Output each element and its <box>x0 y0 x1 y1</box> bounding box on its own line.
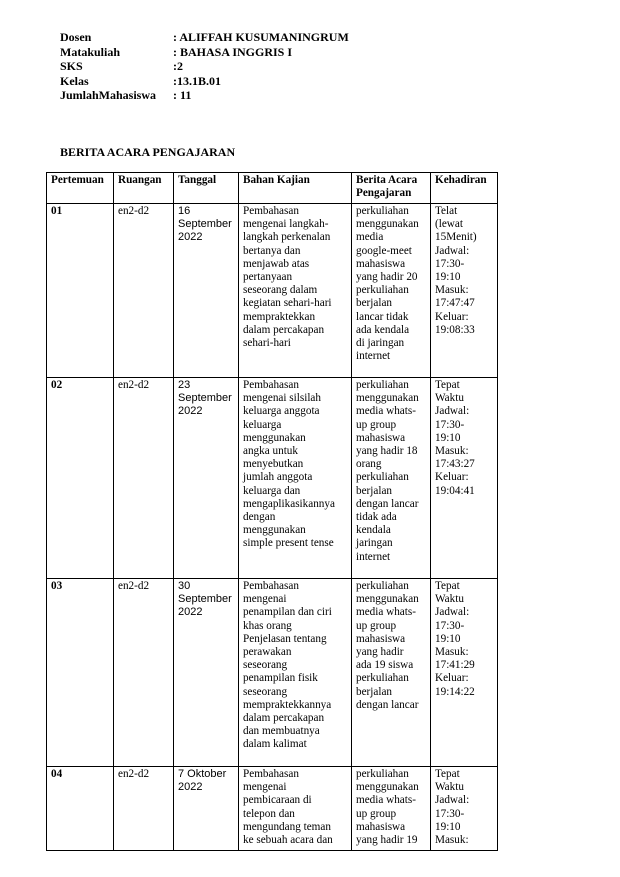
column-header-bahan-kajian: Bahan Kajian <box>239 173 352 204</box>
cell-kehadiran: Telat (lewat 15Menit) Jadwal: 17:30- 19:10 Masuk: 17:47:47 Keluar: 19:08:33 <box>431 204 498 378</box>
table-row <box>47 378 498 579</box>
cell-bahan-kajian: Pembahasan mengenai langkah- langkah perkenalan bertanya dan menjawab atas pertanyaan seseorang dalam kegiatan sehari-hari mempraktekkan dalam percakapan sehari-hari <box>239 204 352 378</box>
info-value: : ALIFFAH KUSUMANINGRUM <box>173 30 349 44</box>
column-header-tanggal: Tanggal <box>174 173 239 204</box>
cell-berita-acara: perkuliahan menggunakan media whats- up group mahasiswa yang hadir ada 19 siswa perkuliahan berjalan dengan lancar <box>352 579 431 767</box>
cell-pertemuan: 04 <box>47 767 114 851</box>
info-row-dosen <box>60 30 349 45</box>
column-header-kehadiran: Kehadiran <box>431 173 498 204</box>
info-row-sks <box>60 59 349 74</box>
cell-tanggal: 7 Oktober 2022 <box>174 767 239 851</box>
cell-tanggal: 30 September 2022 <box>174 579 239 767</box>
info-value: :13.1B.01 <box>173 73 221 88</box>
info-value: : BAHASA INGGRIS I <box>173 44 293 59</box>
teaching-report-table <box>46 172 498 851</box>
info-row-jumlah-mahasiswa <box>60 88 349 103</box>
cell-pertemuan: 01 <box>47 204 114 378</box>
course-info-header <box>60 30 349 103</box>
table-row <box>47 579 498 767</box>
cell-bahan-kajian: Pembahasan mengenai silsilah keluarga anggota keluarga menggunakan angka untuk menyebutkan jumlah anggota keluarga dan mengaplikasikannya dengan menggunakan simple present tense <box>239 378 352 579</box>
info-value: :2 <box>173 59 183 73</box>
cell-bahan-kajian: Pembahasan mengenai penampilan dan ciri khas orang Penjelasan tentang perawakan seseorang penampilan fisik seseorang mempraktekkannya dalam percakapan dan membuatnya dalam kalimat <box>239 579 352 767</box>
info-label: Matakuliah <box>60 44 121 59</box>
cell-ruangan: en2-d2 <box>114 378 174 579</box>
cell-ruangan: en2-d2 <box>114 579 174 767</box>
cell-kehadiran: Tepat Waktu Jadwal: 17:30- 19:10 Masuk: <box>431 767 498 851</box>
cell-pertemuan: 03 <box>47 579 114 767</box>
cell-tanggal: 23 September 2022 <box>174 378 239 579</box>
cell-bahan-kajian: Pembahasan mengenai pembicaraan di telepon dan mengundang teman ke sebuah acara dan <box>239 767 352 851</box>
info-row-kelas <box>60 74 349 89</box>
info-label: SKS <box>60 59 83 73</box>
column-header-pertemuan: Pertemuan <box>47 173 114 204</box>
info-value: : 11 <box>173 88 192 102</box>
info-row-matakuliah <box>60 45 349 60</box>
cell-pertemuan: 02 <box>47 378 114 579</box>
table-row <box>47 767 498 851</box>
section-title: BERITA ACARA PENGAJARAN <box>60 145 236 159</box>
column-header-ruangan: Ruangan <box>114 173 174 204</box>
table-header-row <box>47 173 498 204</box>
cell-kehadiran: Tepat Waktu Jadwal: 17:30- 19:10 Masuk: 17:43:27 Keluar: 19:04:41 <box>431 378 498 579</box>
cell-tanggal: 16 September 2022 <box>174 204 239 378</box>
cell-ruangan: en2-d2 <box>114 767 174 851</box>
cell-berita-acara: perkuliahan menggunakan media whats- up group mahasiswa yang hadir 19 <box>352 767 431 851</box>
cell-berita-acara: perkuliahan menggunakan media google-meet mahasiswa yang hadir 20 perkuliahan berjalan lancar tidak ada kendala di jaringan internet <box>352 204 431 378</box>
table-row <box>47 204 498 378</box>
info-label: Kelas <box>60 73 89 88</box>
cell-ruangan: en2-d2 <box>114 204 174 378</box>
cell-kehadiran: Tepat Waktu Jadwal: 17:30- 19:10 Masuk: 17:41:29 Keluar: 19:14:22 <box>431 579 498 767</box>
info-label: JumlahMahasiswa <box>60 88 157 102</box>
column-header-berita-acara: Berita Acara Pengajaran <box>352 173 431 204</box>
cell-berita-acara: perkuliahan menggunakan media whats- up group mahasiswa yang hadir 18 orang perkuliahan berjalan dengan lancar tidak ada kendala jaringan internet <box>352 378 431 579</box>
info-label: Dosen <box>60 30 92 44</box>
